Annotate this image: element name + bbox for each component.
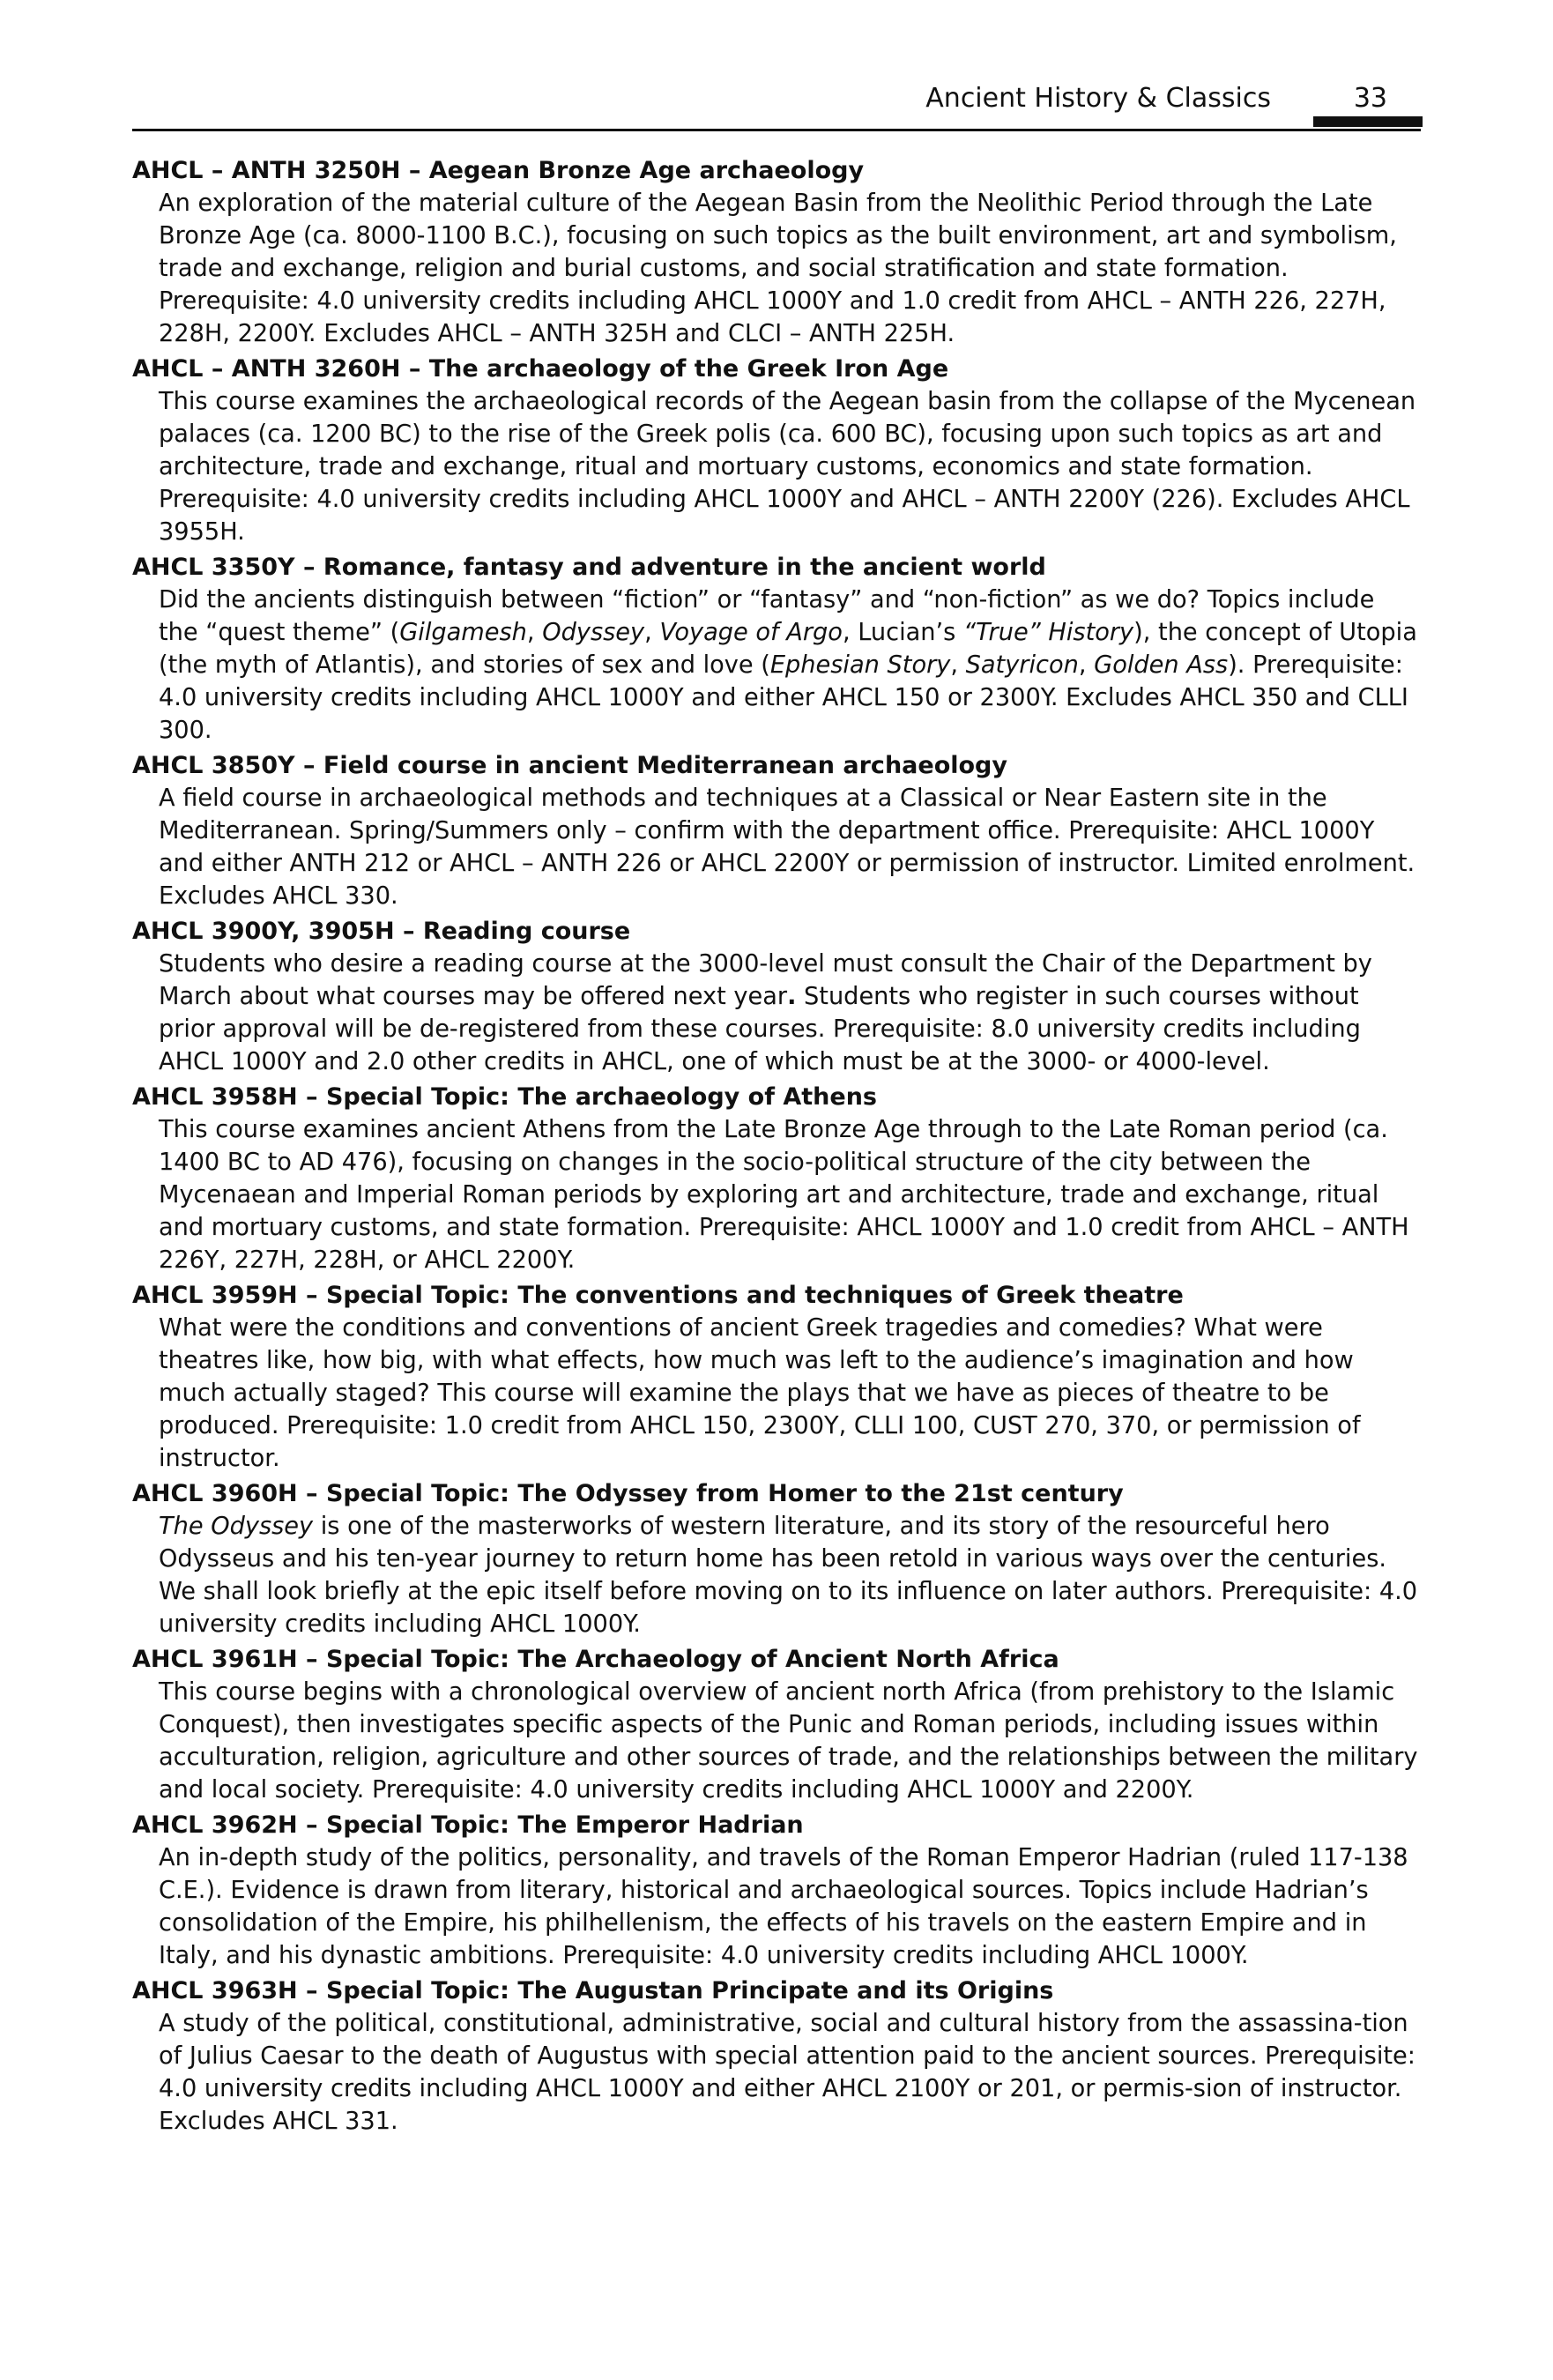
course-description [159,1841,1421,1972]
italic-title-text: Golden Ass [1094,651,1229,679]
course-title: AHCL 3960H – Special Topic: The Odyssey from Homer to the 21st century [132,1480,1124,1507]
course-description [159,1312,1421,1475]
course-entry [132,353,1421,548]
calendar-page [132,79,1421,2141]
course-entry [132,916,1421,1078]
description-text: Students who desire a reading course at the 3000-level must consult the Chair of the Department by March about what courses may be offered next year [159,950,1372,1010]
course-description [159,782,1421,912]
course-entry [132,1082,1421,1276]
header-rule-block [1313,116,1423,127]
description-text: This course examines ancient Athens from the Late Bronze Age through to the Late Roman period (ca. 1400 BC to AD 476), focusing on changes in the socio-political structure of the city between the Mycenaean and Imperial Roman periods by exploring art and architecture, trade and exchange, ritual and mortuary customs, and state formation. Prerequisite: AHCL 1000Y and 1.0 credit from AHCL – ANTH 226Y, 227H, 228H, or AHCL 2200Y. [159,1116,1409,1274]
description-text: . [787,983,797,1010]
course-title: AHCL 3963H – Special Topic: The Augustan Principate and its Origins [132,1977,1054,2004]
course-title: AHCL 3961H – Special Topic: The Archaeology of Ancient North Africa [132,1646,1059,1673]
course-title: AHCL 3962H – Special Topic: The Emperor Hadrian [132,1811,804,1839]
course-list [132,155,1421,2138]
description-text: Students who register in such courses without prior approval will be de-registered from these courses. Prerequisite: 8.0 university credits including AHCL 1000Y and 2.0 other credits in AHCL, one of which must be at the 3000- or 4000-level. [159,983,1361,1075]
description-text: A study of the political, constitutional, administrative, social and cultural history from the assassina-tion of Julius Caesar to the death of Augustus with special attention paid to the ancient sources. Prerequisite: 4.0 university credits including AHCL 1000Y and either AHCL 2100Y or 201, or permis-sion of instructor. Excludes AHCL 331. [159,2010,1416,2135]
description-text: , [1078,651,1095,679]
course-title: AHCL 3850Y – Field course in ancient Mediterranean archaeology [132,752,1007,779]
description-text: is one of the masterworks of western literature, and its story of the resourceful hero Odysseus and his ten-year journey to return home has been retold in various ways over the centuries. We shall look briefly at the epic itself before moving on to its influence on later authors. Prerequisite: 4.0 university credits including AHCL 1000Y. [159,1513,1418,1638]
course-title: AHCL 3350Y – Romance, fantasy and adventure in the ancient world [132,554,1046,581]
description-text: This course begins with a chronological overview of ancient north Africa (from prehistory to the Islamic Conquest), then investigates specific aspects of the Punic and Roman periods, including issues within acculturation, religion, agriculture and other sources of trade, and the relationships between the military and local society. Prerequisite: 4.0 university credits including AHCL 1000Y and 2200Y. [159,1678,1418,1804]
description-text: , [644,619,660,646]
course-description [159,385,1421,548]
page-number: 33 [1353,83,1387,114]
course-description [159,2007,1421,2138]
description-text: Did the ancients distinguish between “fiction” or “fantasy” and “non-fiction” as we do? Topics include the “quest theme” ( [159,586,1375,646]
course-entry [132,155,1421,350]
course-description [159,584,1421,747]
italic-title-text: The Odyssey [159,1513,314,1540]
description-text: This course examines the archaeological records of the Aegean basin from the collapse of the Mycenean palaces (ca. 1200 BC) to the rise of the Greek polis (ca. 600 BC), focusing upon such topics as art and architecture, trade and exchange, ritual and mortuary customs, economics and state formation. Prerequisite: 4.0 university credits including AHCL 1000Y and AHCL – ANTH 2200Y (226). Excludes AHCL 3955H. [159,388,1416,546]
course-description [159,948,1421,1078]
course-entry [132,1810,1421,1972]
course-description [159,1676,1421,1806]
description-text: , [526,619,543,646]
description-text: A field course in archaeological methods and techniques at a Classical or Near Eastern site in the Mediterranean. Spring/Summers only – confirm with the department office. Prerequisite: AHCL 1000Y and either ANTH 212 or AHCL – ANTH 226 or AHCL 2200Y or permission of instructor. Limited enrolment. Excludes AHCL 330. [159,785,1416,910]
italic-title-text: Voyage of Argo [659,619,843,646]
section-title: Ancient History & Classics [925,83,1271,114]
course-description [159,1113,1421,1276]
course-entry [132,1975,1421,2138]
course-entry [132,552,1421,747]
description-text: , [950,651,966,679]
italic-title-text: Gilgamesh [399,619,527,646]
course-entry [132,1280,1421,1475]
description-text: ). Prerequisite: 4.0 university credits including AHCL 1000Y and either AHCL 150 or 2300Y. Excludes AHCL 350 and CLLI 300. [159,651,1408,744]
italic-title-text: Satyricon [965,651,1079,679]
course-title: AHCL – ANTH 3250H – Aegean Bronze Age archaeology [132,157,865,184]
course-entry [132,1478,1421,1640]
italic-title-text: Ephesian Story [769,651,951,679]
description-text: ), the concept of Utopia (the myth of Atlantis), and stories of sex and love ( [159,619,1417,679]
course-description [159,187,1421,350]
running-header [132,79,1421,131]
course-title: AHCL 3959H – Special Topic: The conventions and techniques of Greek theatre [132,1282,1184,1309]
description-text: , Lucian’s [842,619,963,646]
course-description [159,1510,1421,1640]
description-text: An in-depth study of the politics, personality, and travels of the Roman Emperor Hadrian (ruled 117-138 C.E.). Evidence is drawn from literary, historical and archaeological sources. Topics include Hadrian’s consolidation of the Empire, his philhellenism, the effects of his travels on the eastern Empire and in Italy, and his dynastic ambitions. Prerequisite: 4.0 university credits including AHCL 1000Y. [159,1844,1408,1969]
course-title: AHCL 3900Y, 3905H – Reading course [132,918,631,945]
description-text: An exploration of the material culture of the Aegean Basin from the Neolithic Period through the Late Bronze Age (ca. 8000-1100 B.C.), focusing on such topics as the built environment, art and symbolism, trade and exchange, religion and burial customs, and social stratification and state formation. Prerequisite: 4.0 university credits including AHCL 1000Y and 1.0 credit from AHCL – ANTH 226, 227H, 228H, 2200Y. Excludes AHCL – ANTH 325H and CLCI – ANTH 225H. [159,190,1397,347]
course-title: AHCL – ANTH 3260H – The archaeology of the Greek Iron Age [132,355,949,383]
italic-title-text: “True” History [962,619,1134,646]
course-title: AHCL 3958H – Special Topic: The archaeology of Athens [132,1083,877,1111]
italic-title-text: Odyssey [542,619,645,646]
course-entry [132,750,1421,912]
description-text: What were the conditions and conventions of ancient Greek tragedies and comedies? What were theatres like, how big, with what effects, how much was left to the audience’s imagination and how much actually staged? This course will examine the plays that we have as pieces of theatre to be produced. Prerequisite: 1.0 credit from AHCL 150, 2300Y, CLLI 100, CUST 270, 370, or permission of instructor. [159,1314,1361,1472]
course-entry [132,1644,1421,1806]
